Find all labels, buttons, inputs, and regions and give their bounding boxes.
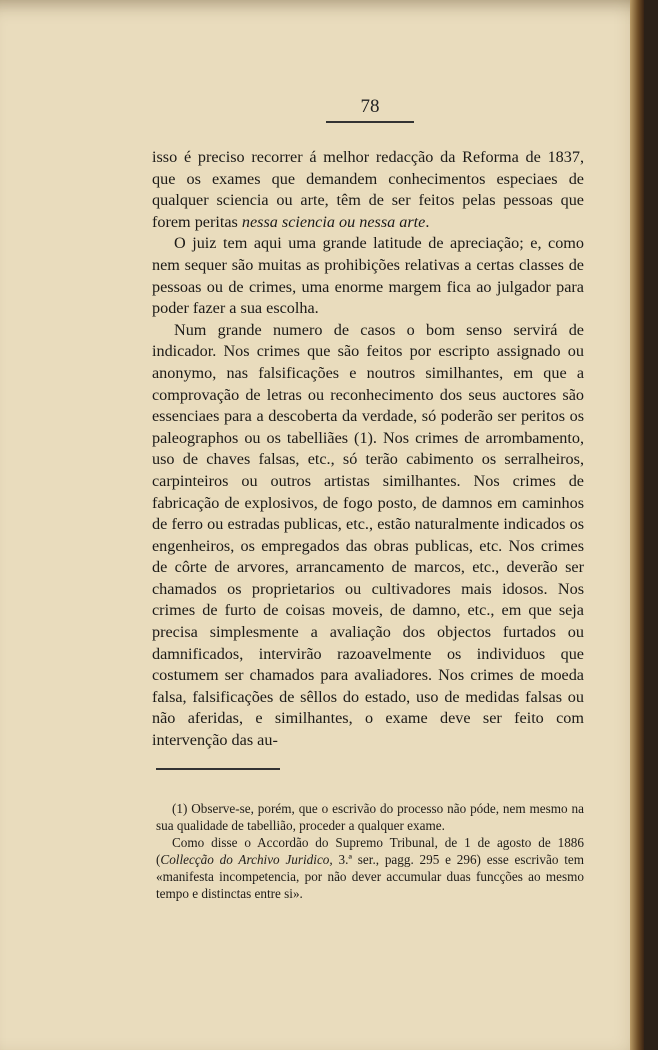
footnote-2-end: 3.ª ser., pagg. 295 e 296) esse escrivão tem «manifesta incompetencia, por não dever accumular duas funcções ao mesmo tempo e distinctas entre si». bbox=[156, 852, 584, 901]
footnote-rule bbox=[156, 768, 280, 770]
footnote-2-italic: Collecção do Archivo Juridico, bbox=[160, 852, 333, 867]
body-text bbox=[152, 147, 584, 752]
paragraph-2: O juiz tem aqui uma grande latitude de apreciação; e, como nem sequer são muitas as prohibições relativas a certas classes de pessoas ou de crimes, uma enorme margem fica ao julgador para poder fazer a sua escolha. bbox=[152, 234, 584, 318]
page-number: 78 bbox=[360, 96, 380, 117]
page-edge-shadow bbox=[630, 0, 644, 1050]
paragraph-1-end: . bbox=[425, 212, 430, 231]
paragraph-1-text: isso é preciso recorrer á melhor redacção da Reforma de 1837, que os exames que demandem conhecimentos especiaes de qualquer sciencia ou arte, têm de ser feitos pelas pessoas que forem peritas bbox=[152, 148, 584, 231]
footnote-2-text: Como disse o Accordão do Supremo Tribunal, de 1 de agosto de 1886 ( bbox=[156, 835, 584, 867]
paragraph-3: Num grande numero de casos o bom senso servirá de indicador. Nos crimes que são feitos por escripto assignado ou anonymo, nas falsificações e noutros similhantes, em que a comprovação de letras ou reconhecimento dos seus auctores são essenciaes para a descoberta da verdade, só poderão ser peritos os paleographos ou os tabelliães (1). Nos crimes de arrombamento, uso de chaves falsas, etc., só terão cabimento os serralheiros, carpinteiros ou outros artistas similhantes. Nos crimes de fabricação de explosivos, de fogo posto, de damnos em caminhos de ferro ou estradas publicas, etc., estão naturalmente indicados os engenheiros, os empregados das obras publicas, etc. Nos crimes de côrte de arvores, arrancamento de marcos, etc., deverão ser chamados os proprietarios ou cultivadores mais idosos. Nos crimes de furto de coisas moveis, de damno, etc., em que seja precisa simplesmente a avaliação dos objectos furtados ou damnificados, intervirão razoavelmente os individuos que costumem ser chamados para avaliadores. Nos crimes de moeda falsa, falsificações de sêllos do estado, uso de medidas falsas ou não aferidas, e similhantes, o exame deve ser feito com intervenção das au- bbox=[152, 320, 584, 750]
footnote-2 bbox=[156, 834, 584, 902]
footnote-1: (1) Observe-se, porém, que o escrivão do processo não póde, nem mesmo na sua qualidade de tabellião, proceder a qualquer exame. bbox=[156, 801, 584, 833]
paragraph-1 bbox=[152, 147, 584, 233]
page-header bbox=[325, 96, 415, 123]
page-number-rule bbox=[326, 121, 414, 123]
footnotes bbox=[156, 800, 584, 902]
paragraph-1-italic: nessa sciencia ou nessa arte bbox=[241, 212, 426, 231]
